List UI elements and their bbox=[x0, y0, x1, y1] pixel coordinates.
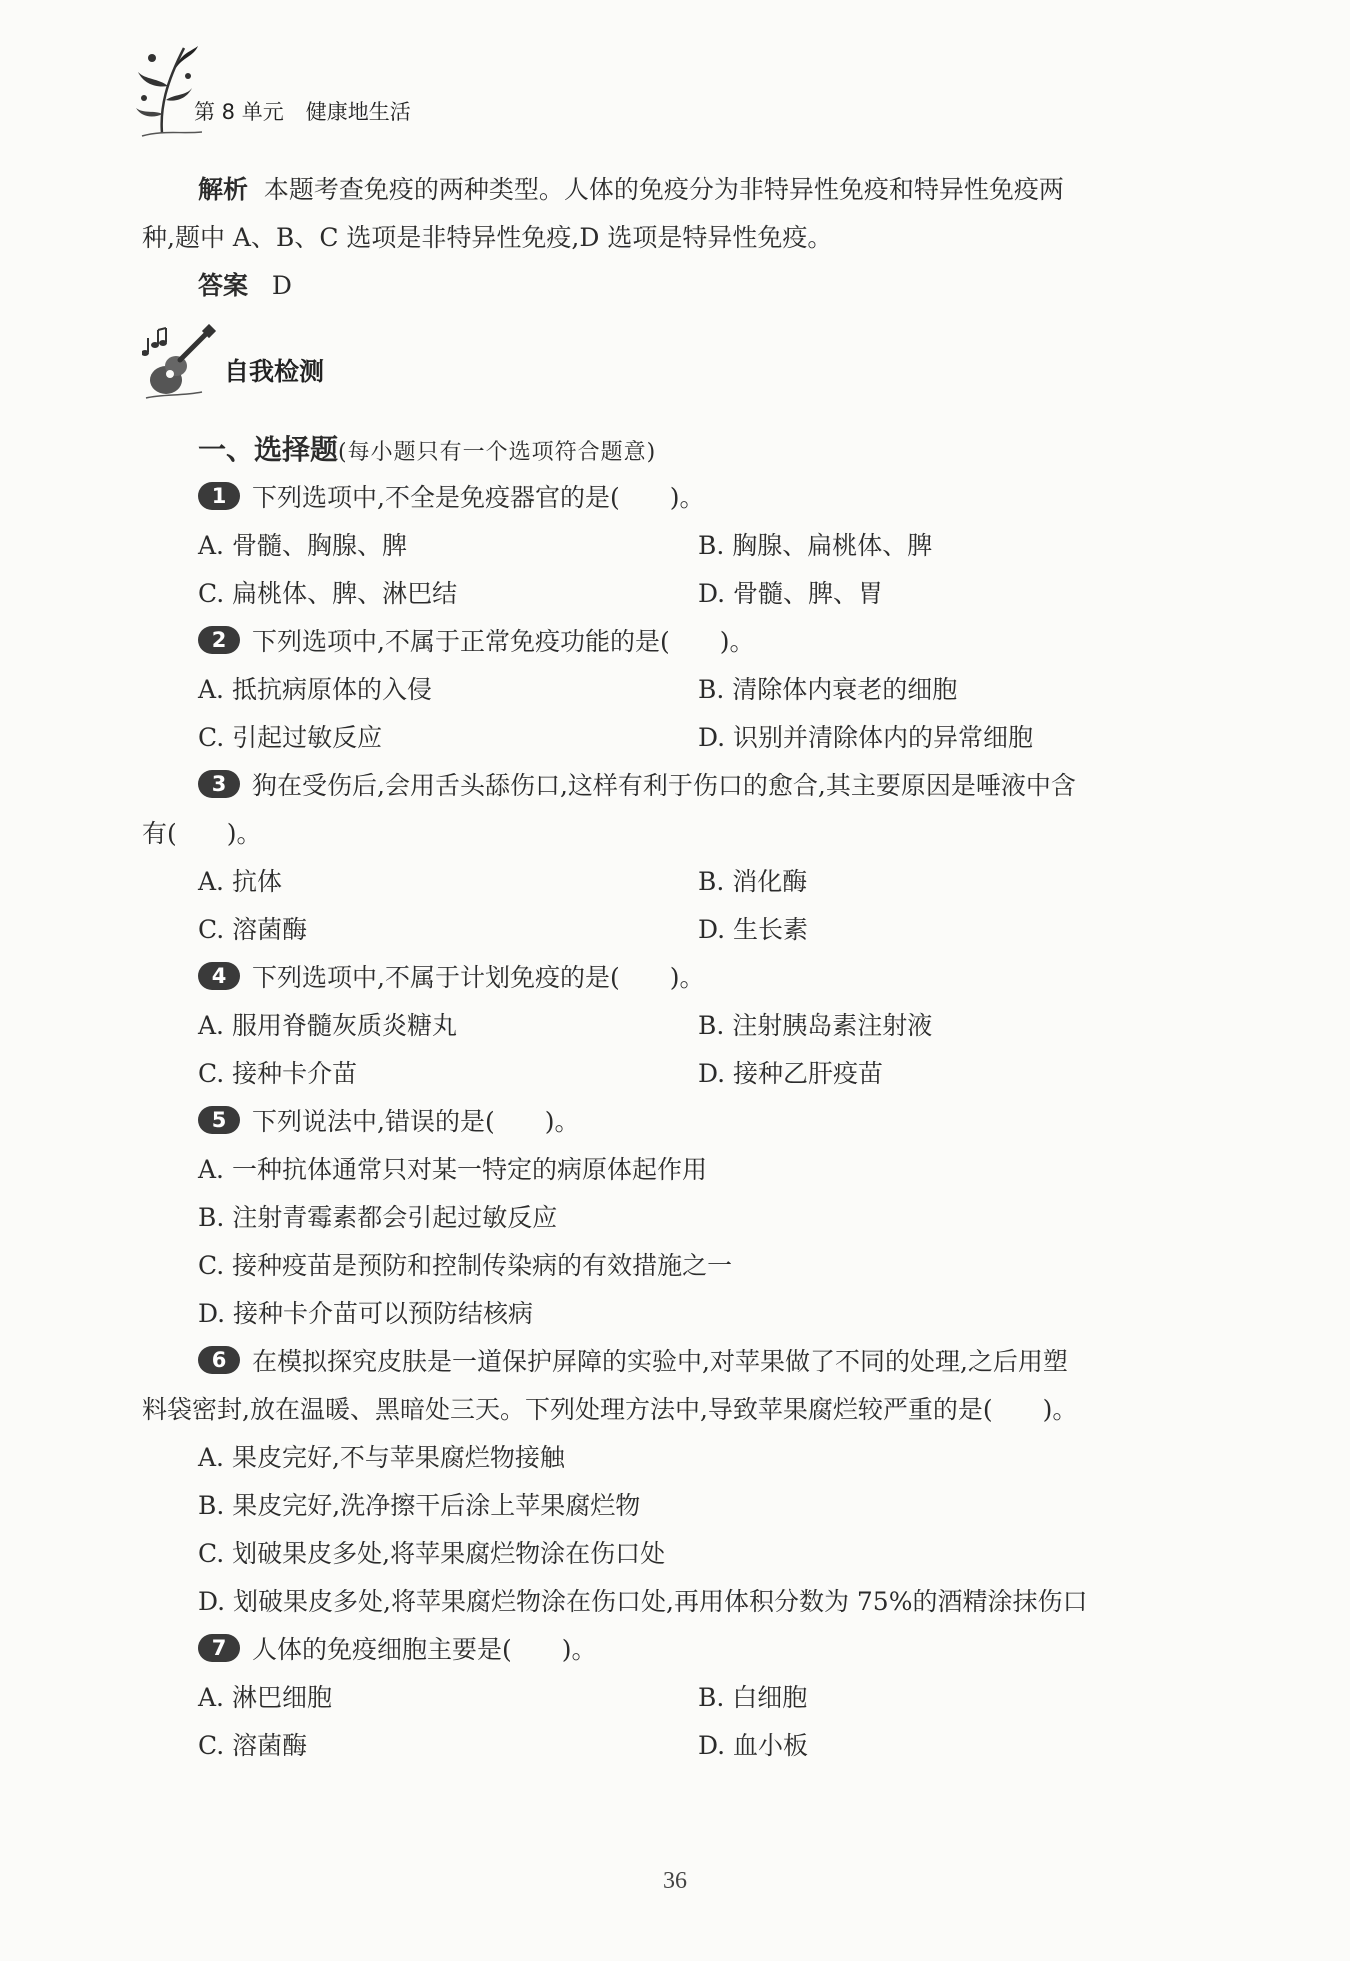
section-title bbox=[142, 318, 542, 408]
answer-line bbox=[198, 262, 1256, 310]
plant-decoration-icon bbox=[132, 38, 202, 138]
options-row bbox=[142, 570, 1200, 618]
options-row bbox=[142, 906, 1200, 954]
question-6 bbox=[198, 1338, 1256, 1386]
option-b[interactable]: B. 清除体内衰老的细胞 bbox=[698, 675, 958, 704]
guitar-music-icon bbox=[142, 324, 218, 404]
analysis-block bbox=[142, 166, 1200, 316]
question-number-badge: 6 bbox=[198, 1346, 240, 1374]
question-number-badge: 1 bbox=[198, 482, 240, 510]
options-row bbox=[142, 858, 1200, 906]
part-heading bbox=[198, 426, 1256, 474]
question-text: 下列说法中,错误的是( )。 bbox=[252, 1107, 580, 1136]
options-row bbox=[142, 1674, 1200, 1722]
options-row bbox=[142, 666, 1200, 714]
question-text: 人体的免疫细胞主要是( )。 bbox=[252, 1635, 597, 1664]
question-number-badge: 5 bbox=[198, 1106, 240, 1134]
option-b[interactable]: B. 注射青霉素都会引起过敏反应 bbox=[198, 1203, 558, 1232]
option-c[interactable]: C. 接种疫苗是预防和控制传染病的有效措施之一 bbox=[198, 1251, 733, 1280]
options-row bbox=[142, 1146, 1200, 1194]
option-c[interactable]: C. 溶菌酶 bbox=[198, 915, 308, 944]
section-label: 自我检测 bbox=[224, 357, 325, 386]
analysis-label: 解析 bbox=[198, 175, 249, 204]
question-4 bbox=[198, 954, 1256, 1002]
questions-block bbox=[142, 426, 1200, 1766]
part-title: 一、选择题 bbox=[198, 433, 339, 466]
analysis-line-2: 种,题中 A、B、C 选项是非特异性免疫,D 选项是特异性免疫。 bbox=[142, 223, 833, 252]
question-text: 狗在受伤后,会用舌头舔伤口,这样有利于伤口的愈合,其主要原因是唾液中含 bbox=[252, 771, 1076, 800]
answer-label: 答案 bbox=[198, 271, 249, 300]
option-c[interactable]: C. 划破果皮多处,将苹果腐烂物涂在伤口处 bbox=[198, 1539, 666, 1568]
option-a[interactable]: A. 抗体 bbox=[198, 867, 282, 896]
question-3 bbox=[198, 762, 1256, 810]
question-7 bbox=[198, 1626, 1256, 1674]
part-note: (每小题只有一个选项符合题意) bbox=[338, 440, 657, 465]
option-b[interactable]: B. 白细胞 bbox=[698, 1683, 808, 1712]
analysis-text-1: 本题考查免疫的两种类型。人体的免疫分为非特异性免疫和特异性免疫两 bbox=[263, 175, 1064, 204]
question-text: 下列选项中,不属于正常免疫功能的是( )。 bbox=[252, 627, 755, 656]
question-number-badge: 7 bbox=[198, 1634, 240, 1662]
options-row bbox=[142, 1530, 1200, 1578]
option-c[interactable]: C. 引起过敏反应 bbox=[198, 723, 383, 752]
option-a[interactable]: A. 淋巴细胞 bbox=[198, 1683, 332, 1712]
option-c[interactable]: C. 溶菌酶 bbox=[198, 1731, 308, 1760]
answer-value: D bbox=[271, 271, 292, 300]
option-d[interactable]: D. 血小板 bbox=[698, 1731, 809, 1760]
options-row bbox=[142, 1578, 1200, 1626]
option-d[interactable]: D. 识别并清除体内的异常细胞 bbox=[698, 723, 1034, 752]
question-text: 下列选项中,不属于计划免疫的是( )。 bbox=[252, 963, 705, 992]
option-a[interactable]: A. 一种抗体通常只对某一特定的病原体起作用 bbox=[198, 1155, 707, 1184]
analysis-line-1 bbox=[198, 166, 1256, 214]
option-c[interactable]: C. 接种卡介苗 bbox=[198, 1059, 358, 1088]
option-d[interactable]: D. 接种乙肝疫苗 bbox=[698, 1059, 884, 1088]
question-number-badge: 3 bbox=[198, 770, 240, 798]
options-row bbox=[142, 522, 1200, 570]
option-b[interactable]: B. 胸腺、扁桃体、脾 bbox=[698, 531, 933, 560]
options-row bbox=[142, 1722, 1200, 1770]
options-row bbox=[142, 1050, 1200, 1098]
unit-title: 健康地生活 bbox=[305, 100, 411, 124]
question-number-badge: 2 bbox=[198, 626, 240, 654]
page-number: 36 bbox=[663, 1868, 687, 1894]
option-b[interactable]: B. 消化酶 bbox=[698, 867, 808, 896]
options-row bbox=[142, 1434, 1200, 1482]
options-row bbox=[142, 714, 1200, 762]
option-b[interactable]: B. 果皮完好,洗净擦干后涂上苹果腐烂物 bbox=[198, 1491, 641, 1520]
option-d[interactable]: D. 生长素 bbox=[698, 915, 809, 944]
question-6-continued: 料袋密封,放在温暖、黑暗处三天。下列处理方法中,导致苹果腐烂较严重的是( )。 bbox=[142, 1395, 1078, 1424]
question-2 bbox=[198, 618, 1256, 666]
options-row bbox=[142, 1242, 1200, 1290]
page-header bbox=[132, 38, 462, 138]
option-a[interactable]: A. 骨髓、胸腺、脾 bbox=[198, 531, 407, 560]
option-d[interactable]: D. 划破果皮多处,将苹果腐烂物涂在伤口处,再用体积分数为 75%的酒精涂抹伤口 bbox=[198, 1587, 1088, 1616]
unit-label: 第 8 单元 bbox=[194, 100, 284, 124]
question-text: 在模拟探究皮肤是一道保护屏障的实验中,对苹果做了不同的处理,之后用塑 bbox=[252, 1347, 1068, 1376]
header-title bbox=[194, 96, 411, 126]
question-3-continued: 有( )。 bbox=[142, 819, 262, 848]
options-row bbox=[142, 1290, 1200, 1338]
option-c[interactable]: C. 扁桃体、脾、淋巴结 bbox=[198, 579, 458, 608]
option-a[interactable]: A. 抵抗病原体的入侵 bbox=[198, 675, 432, 704]
question-text: 下列选项中,不全是免疫器官的是( )。 bbox=[252, 483, 705, 512]
options-row bbox=[142, 1482, 1200, 1530]
option-d[interactable]: D. 接种卡介苗可以预防结核病 bbox=[198, 1299, 534, 1328]
option-a[interactable]: A. 服用脊髓灰质炎糖丸 bbox=[198, 1011, 457, 1040]
options-row bbox=[142, 1194, 1200, 1242]
question-5 bbox=[198, 1098, 1256, 1146]
question-1 bbox=[198, 474, 1256, 522]
question-number-badge: 4 bbox=[198, 962, 240, 990]
option-a[interactable]: A. 果皮完好,不与苹果腐烂物接触 bbox=[198, 1443, 565, 1472]
option-b[interactable]: B. 注射胰岛素注射液 bbox=[698, 1011, 933, 1040]
options-row bbox=[142, 1002, 1200, 1050]
option-d[interactable]: D. 骨髓、脾、胃 bbox=[698, 579, 884, 608]
